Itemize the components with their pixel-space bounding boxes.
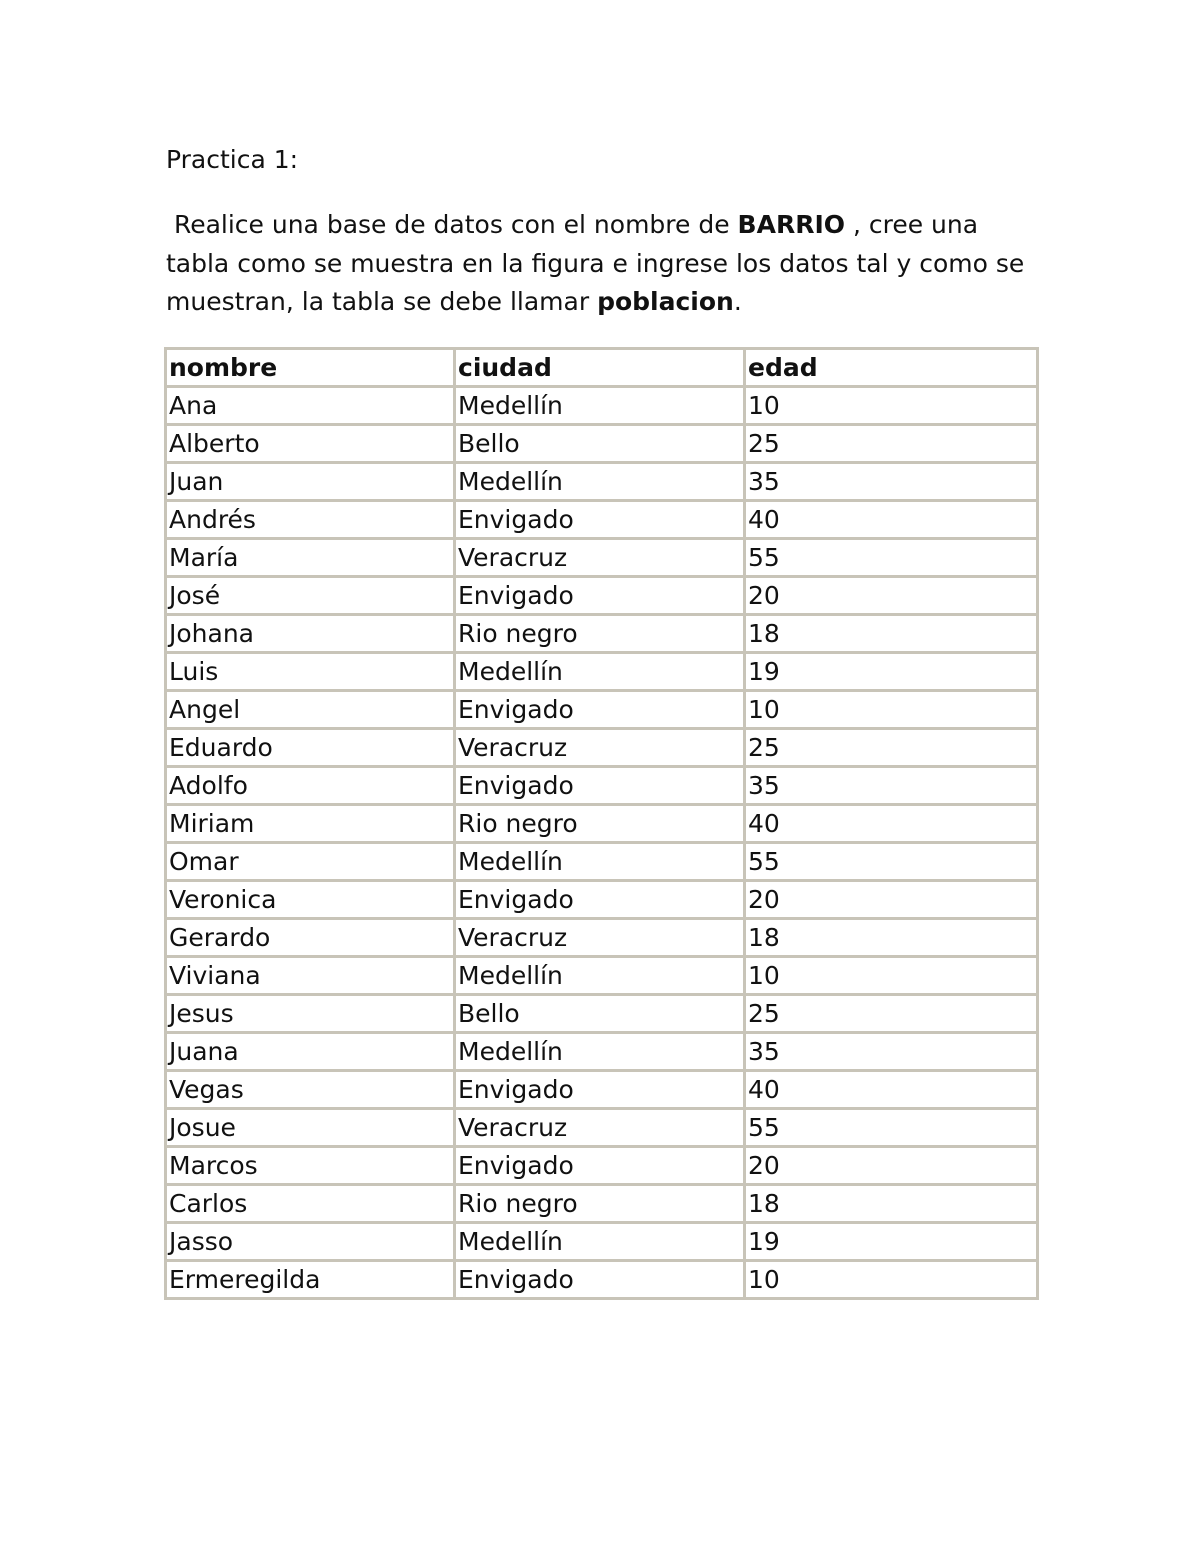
ciudad-cell: Envigado: [455, 577, 745, 615]
table-name: poblacion: [597, 287, 734, 316]
edad-cell: 10: [745, 387, 1038, 425]
nombre-cell: Marcos: [166, 1147, 455, 1185]
nombre-cell: Miriam: [166, 805, 455, 843]
nombre-cell: José: [166, 577, 455, 615]
table-row: [166, 1261, 1038, 1299]
table-row: [166, 463, 1038, 501]
table-header-row: [166, 349, 1038, 387]
edad-cell: 40: [745, 1071, 1038, 1109]
table-row: [166, 653, 1038, 691]
table-row: [166, 1033, 1038, 1071]
edad-cell: 25: [745, 729, 1038, 767]
instructions-text-1: Realice una base de datos con el nombre de: [173, 210, 738, 239]
ciudad-cell: Envigado: [455, 881, 745, 919]
instructions-text-4: .: [733, 287, 742, 316]
ciudad-cell: Rio negro: [455, 805, 745, 843]
edad-cell: 20: [745, 881, 1038, 919]
edad-cell: 10: [745, 691, 1038, 729]
nombre-cell: Eduardo: [166, 729, 455, 767]
table-row: [166, 539, 1038, 577]
ciudad-cell: Veracruz: [455, 1109, 745, 1147]
column-header-nombre: nombre: [166, 349, 455, 387]
ciudad-cell: Medellín: [455, 653, 745, 691]
table-row: [166, 995, 1038, 1033]
edad-cell: 40: [745, 805, 1038, 843]
nombre-cell: Angel: [166, 691, 455, 729]
ciudad-cell: Bello: [455, 995, 745, 1033]
edad-cell: 20: [745, 1147, 1038, 1185]
nombre-cell: Vegas: [166, 1071, 455, 1109]
edad-cell: 55: [745, 843, 1038, 881]
ciudad-cell: Rio negro: [455, 615, 745, 653]
ciudad-cell: Bello: [455, 425, 745, 463]
table-row: [166, 843, 1038, 881]
nombre-cell: Carlos: [166, 1185, 455, 1223]
column-header-edad: edad: [745, 349, 1038, 387]
instructions-line-2: tabla como se muestra en la figura e ingrese los datos tal y como se: [166, 248, 1025, 278]
edad-cell: 35: [745, 767, 1038, 805]
ciudad-cell: Medellín: [455, 387, 745, 425]
edad-cell: 18: [745, 919, 1038, 957]
table-row: [166, 881, 1038, 919]
nombre-cell: Gerardo: [166, 919, 455, 957]
table-row: [166, 1147, 1038, 1185]
ciudad-cell: Envigado: [455, 691, 745, 729]
nombre-cell: Juana: [166, 1033, 455, 1071]
edad-cell: 18: [745, 615, 1038, 653]
nombre-cell: Veronica: [166, 881, 455, 919]
ciudad-cell: Medellín: [455, 957, 745, 995]
page-title: Practica 1:: [166, 145, 299, 174]
nombre-cell: Juan: [166, 463, 455, 501]
edad-cell: 35: [745, 1033, 1038, 1071]
ciudad-cell: Envigado: [455, 1147, 745, 1185]
ciudad-cell: Veracruz: [455, 539, 745, 577]
table-body: [166, 387, 1038, 1299]
instructions-line-1: [166, 206, 1046, 245]
edad-cell: 40: [745, 501, 1038, 539]
instructions-text-2: , cree una: [845, 210, 979, 239]
edad-cell: 10: [745, 1261, 1038, 1299]
edad-cell: 35: [745, 463, 1038, 501]
table-row: [166, 501, 1038, 539]
ciudad-cell: Envigado: [455, 1071, 745, 1109]
table-row: [166, 1109, 1038, 1147]
ciudad-cell: Veracruz: [455, 729, 745, 767]
table-row: [166, 1185, 1038, 1223]
nombre-cell: Josue: [166, 1109, 455, 1147]
table-row: [166, 387, 1038, 425]
database-name: BARRIO: [737, 210, 846, 239]
edad-cell: 25: [745, 425, 1038, 463]
nombre-cell: Alberto: [166, 425, 455, 463]
table-row: [166, 425, 1038, 463]
table-row: [166, 767, 1038, 805]
table-row: [166, 729, 1038, 767]
edad-cell: 10: [745, 957, 1038, 995]
table-row: [166, 805, 1038, 843]
ciudad-cell: Medellín: [455, 843, 745, 881]
column-header-ciudad: ciudad: [455, 349, 745, 387]
nombre-cell: Omar: [166, 843, 455, 881]
nombre-cell: Johana: [166, 615, 455, 653]
instructions-line-3: [166, 283, 1046, 322]
table-row: [166, 691, 1038, 729]
instructions-paragraph: [166, 206, 1046, 322]
ciudad-cell: Medellín: [455, 463, 745, 501]
ciudad-cell: Envigado: [455, 767, 745, 805]
nombre-cell: Jasso: [166, 1223, 455, 1261]
edad-cell: 55: [745, 1109, 1038, 1147]
nombre-cell: Ana: [166, 387, 455, 425]
ciudad-cell: Medellín: [455, 1223, 745, 1261]
ciudad-cell: Medellín: [455, 1033, 745, 1071]
table-row: [166, 1071, 1038, 1109]
edad-cell: 20: [745, 577, 1038, 615]
table-row: [166, 615, 1038, 653]
ciudad-cell: Envigado: [455, 1261, 745, 1299]
table-row: [166, 957, 1038, 995]
edad-cell: 19: [745, 1223, 1038, 1261]
nombre-cell: María: [166, 539, 455, 577]
table-row: [166, 577, 1038, 615]
edad-cell: 25: [745, 995, 1038, 1033]
poblacion-table: [164, 347, 1039, 1300]
nombre-cell: Viviana: [166, 957, 455, 995]
edad-cell: 19: [745, 653, 1038, 691]
ciudad-cell: Rio negro: [455, 1185, 745, 1223]
nombre-cell: Ermeregilda: [166, 1261, 455, 1299]
nombre-cell: Adolfo: [166, 767, 455, 805]
nombre-cell: Andrés: [166, 501, 455, 539]
ciudad-cell: Veracruz: [455, 919, 745, 957]
table-row: [166, 1223, 1038, 1261]
ciudad-cell: Envigado: [455, 501, 745, 539]
nombre-cell: Luis: [166, 653, 455, 691]
edad-cell: 55: [745, 539, 1038, 577]
nombre-cell: Jesus: [166, 995, 455, 1033]
edad-cell: 18: [745, 1185, 1038, 1223]
table-row: [166, 919, 1038, 957]
instructions-text-3: muestran, la tabla se debe llamar: [166, 287, 598, 316]
